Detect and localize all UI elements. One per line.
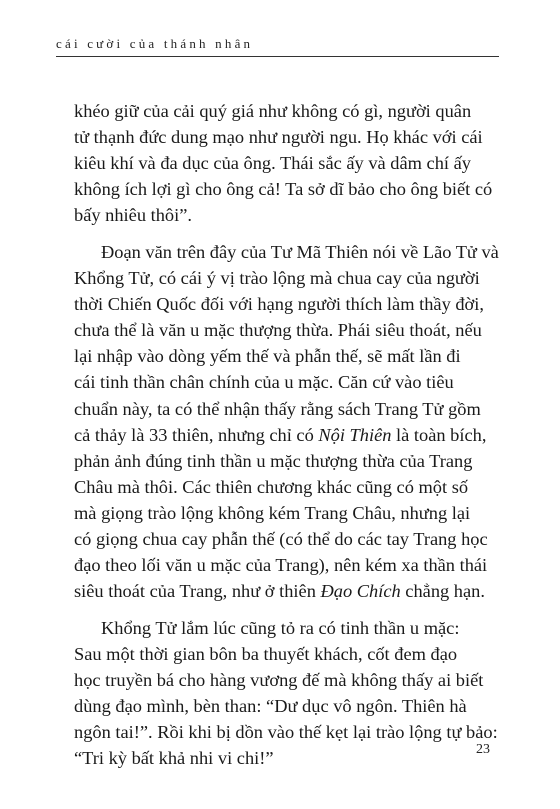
italic-title-noi-thien: Nội Thiên — [318, 424, 392, 445]
text-line — [74, 578, 500, 604]
text-line: khéo giữ của cải quý giá như không có gì, người quân — [74, 101, 472, 121]
text-run: chẳng hạn. — [400, 581, 485, 602]
text-run: là toàn bích, — [391, 424, 487, 445]
text-line: kiêu khí và đa dục của ông. Thái sắc ấy và dâm chí ấy — [74, 153, 471, 174]
text-line: chưa thể là văn u mặc thượng thừa. Phái siêu thoát, nếu — [74, 320, 482, 341]
running-head-title: cái cười của thánh nhân — [56, 36, 254, 51]
text-line: ngôn tai!”. Rồi khi bị dồn vào thế kẹt lại trào lộng tự bảo: — [74, 722, 498, 743]
text-line: lại nhập vào dòng yếm thế và phẫn thế, sẽ mất lần đi — [74, 346, 461, 367]
text-line: phản ảnh đúng tinh thần u mặc thượng thừa của Trang — [74, 450, 473, 471]
text-line: bấy nhiêu thôi”. — [74, 205, 192, 226]
italic-title-dao-chich: Đạo Chích — [320, 581, 401, 602]
text-line: mà giọng trào lộng không kém Trang Châu, nhưng lại — [74, 502, 471, 523]
header-rule — [56, 56, 499, 57]
text-line: đạo theo lối văn u mặc của Trang), nên kém xa thần thái — [74, 555, 488, 576]
text-line: Đoạn văn trên đây của Tư Mã Thiên nói về Lão Tử và — [101, 241, 499, 262]
text-line: thời Chiến Quốc đối với hạng người thích làm thầy đời, — [74, 294, 484, 315]
text-run: cả thảy là 33 thiên, nhưng chỉ có — [74, 424, 319, 445]
text-line: chuẩn này, ta có thể nhận thấy rằng sách Trang Tử gồm — [74, 398, 481, 419]
body-text — [74, 98, 500, 771]
text-line: cái tinh thần chân chính của u mặc. Căn cứ vào tiêu — [74, 372, 454, 393]
text-line: Khổng Tử, có cái ý vị trào lộng mà chua cay của người — [74, 268, 480, 289]
text-line: tử thạnh đức dung mạo như người ngu. Họ khác với cái — [74, 127, 483, 148]
page-number: 23 — [476, 742, 490, 757]
text-run: siêu thoát của Trang, như ở thiên — [74, 581, 321, 602]
text-line: Khổng Tử lắm lúc cũng tỏ ra có tinh thần u mặc: — [101, 617, 460, 638]
text-line — [74, 422, 500, 448]
text-line: Sau một thời gian bôn ba thuyết khách, cốt đem đạo — [74, 643, 458, 664]
text-line: không ích lợi gì cho ông cả! Ta sở dĩ bảo cho ông biết có — [74, 179, 493, 200]
text-line: Châu mà thôi. Các thiên chương khác cũng có một số — [74, 476, 469, 497]
paragraph-2 — [74, 239, 500, 604]
text-line: học truyền bá cho hàng vương đế mà không thấy ai biết — [74, 669, 484, 690]
text-line: dùng đạo mình, bèn than: “Dư dục vô ngôn. Thiên hà — [74, 696, 467, 717]
paragraph-3 — [74, 615, 500, 772]
paragraph-1 — [74, 98, 500, 228]
text-line: có giọng chua cay phẫn thế (có thể do các tay Trang học — [74, 529, 488, 549]
text-line: “Tri kỳ bất khả nhi vi chi!” — [74, 748, 274, 769]
